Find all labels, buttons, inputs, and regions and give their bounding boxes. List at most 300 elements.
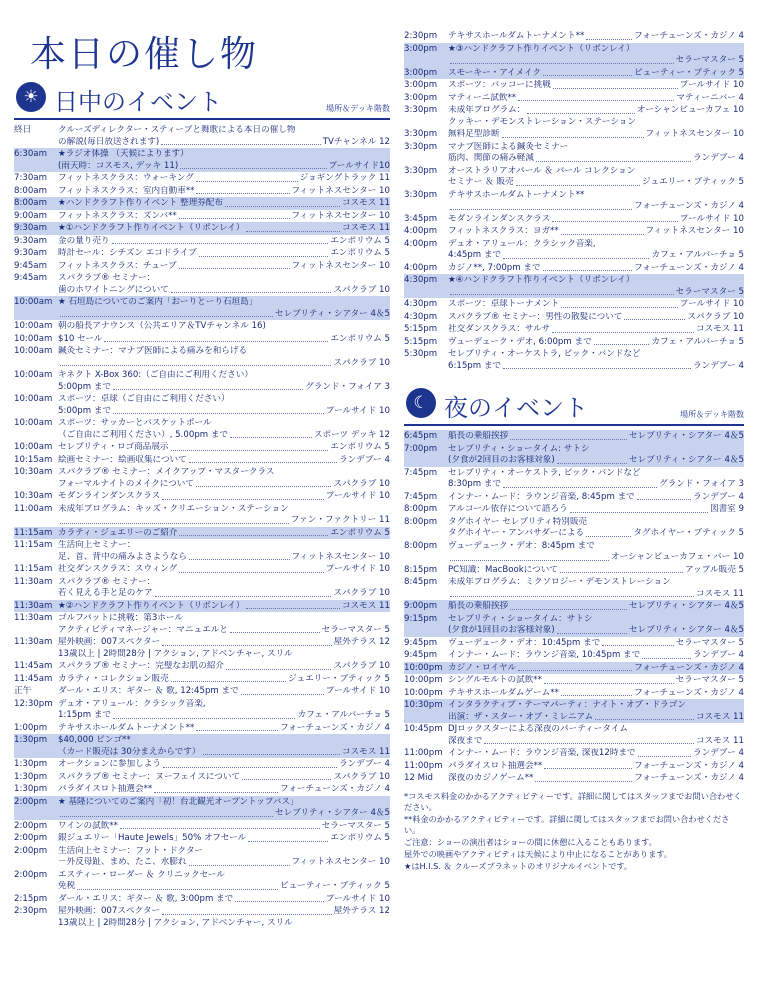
event-time: 11:30am xyxy=(14,613,53,623)
event-line xyxy=(58,211,390,223)
event-title: 朝の船長アナウンス（公共エリア＆TVチャンネル 16) xyxy=(58,321,266,331)
event-line xyxy=(448,55,744,67)
event-row xyxy=(404,516,744,540)
event-line xyxy=(448,504,744,516)
event-body xyxy=(58,504,390,527)
event-time: 10:15am xyxy=(14,454,53,465)
event-body xyxy=(448,492,744,504)
event-body xyxy=(58,334,390,346)
event-title: DJロックスターによる深夜のパーティータイム xyxy=(448,724,628,734)
event-title: 未成年プログラム：キッズ・クリエーション・ステーション xyxy=(58,503,289,514)
event-location: 図書室 9 xyxy=(710,504,744,514)
event-line xyxy=(58,285,390,297)
night-section-title: 夜のイベント xyxy=(444,394,588,422)
event-line xyxy=(58,430,390,442)
event-time: 2:00pm xyxy=(14,833,48,843)
event-time: 8:00pm xyxy=(404,540,438,551)
event-location: セラーマスター 5 xyxy=(675,637,744,648)
event-line xyxy=(448,93,744,105)
leader-dots xyxy=(450,201,632,210)
event-time: 3:30pm xyxy=(404,105,438,115)
event-title: セレブリティ・オーケストラ, ビック・バンドなど xyxy=(448,349,641,359)
event-row xyxy=(404,141,744,165)
event-title: (夕食が2回目のお客様対象) xyxy=(448,455,555,465)
event-line xyxy=(448,468,744,480)
event-title: 5:00pm まで xyxy=(58,381,112,392)
event-title: 鍼灸セミナー：マナブ医師による痛みを和らげる xyxy=(58,346,248,356)
event-time: 11:00pm xyxy=(404,760,443,771)
event-body xyxy=(448,650,744,662)
footnote: **料金のかかるアクティビティーです。詳細に関してはスタッフまでお問い合わせください。 xyxy=(404,813,730,835)
leader-dots xyxy=(527,105,634,114)
event-time: 4:00pm xyxy=(404,226,438,236)
event-time: 10:00pm xyxy=(404,675,443,685)
event-time: 1:30pm xyxy=(14,735,48,745)
leader-dots xyxy=(450,287,674,296)
leader-dots xyxy=(503,250,649,259)
event-time: 3:30pm xyxy=(404,189,438,200)
event-time: 9:00am xyxy=(14,210,47,221)
event-row xyxy=(404,274,744,298)
leader-dots xyxy=(113,382,303,391)
event-title: 船長の乗船挨拶 xyxy=(448,431,509,441)
event-title: スパクラブ® セミナー：メイクアップ・マスタークラス xyxy=(58,467,275,477)
event-row xyxy=(404,491,744,504)
event-time: 9:45am xyxy=(14,260,47,271)
event-title: 銀ジュエリー「Haute Jewels」50% オフセール xyxy=(58,833,247,843)
leader-dots xyxy=(642,650,691,659)
event-body xyxy=(58,772,390,784)
event-body xyxy=(58,674,390,686)
event-line xyxy=(58,186,390,198)
event-time: 10:30am xyxy=(14,491,53,501)
event-line xyxy=(448,455,744,467)
event-body xyxy=(448,773,744,785)
event-title: セレブリティ・オーケストラ, ビック・バンドなど xyxy=(448,467,641,478)
event-location: ランデブー 4 xyxy=(693,748,744,758)
event-location: ランデブー 4 xyxy=(339,454,390,465)
event-line xyxy=(448,287,744,299)
leader-dots xyxy=(246,223,339,232)
event-row xyxy=(404,613,744,637)
leader-dots xyxy=(189,857,290,866)
event-body xyxy=(58,198,390,210)
event-location: プールサイド 10 xyxy=(325,686,390,696)
event-title: ★②ハンドクラフト作りイベント（リボンレイ） xyxy=(58,600,245,611)
event-title: インタラクティブ・テーマパーティ：ナイト・オブ・ドラゴン xyxy=(448,700,686,710)
event-row xyxy=(14,539,390,563)
event-title: (夕食が1回目のお客様対象) xyxy=(448,625,555,635)
leader-dots xyxy=(510,431,627,440)
event-line xyxy=(58,223,390,235)
event-body xyxy=(448,105,744,128)
event-location: コスモス 11 xyxy=(341,600,390,611)
leader-dots xyxy=(503,479,657,488)
event-body xyxy=(58,149,390,172)
event-time: 3:00pm xyxy=(404,67,438,78)
event-line xyxy=(448,601,744,613)
event-title: マティーニ試飲** xyxy=(448,92,517,103)
event-line xyxy=(448,312,744,324)
event-location: フィットネスセンター 10 xyxy=(645,226,744,236)
event-body xyxy=(58,637,390,660)
event-line xyxy=(58,309,390,321)
event-row xyxy=(14,296,390,320)
event-body xyxy=(58,528,390,540)
event-title: スポーツ：卓球トーナメント xyxy=(448,299,560,309)
event-row xyxy=(14,369,390,393)
event-row xyxy=(404,67,744,80)
event-time: 2:00pm xyxy=(14,845,48,856)
event-line xyxy=(58,918,390,930)
event-time: 3:00pm xyxy=(404,43,438,54)
footnotes xyxy=(404,791,744,872)
leader-dots xyxy=(450,55,674,64)
event-line xyxy=(448,68,744,80)
event-location: マティーニバー 4 xyxy=(676,92,744,103)
event-title: 8:30pm まで xyxy=(448,479,502,489)
event-time: 7:45pm xyxy=(404,467,438,478)
leader-dots xyxy=(586,31,632,40)
event-location: プールサイド 10 xyxy=(325,564,390,574)
event-title: 5:00pm まで xyxy=(58,405,112,416)
event-title: PC知識：MacBookについて xyxy=(448,564,558,575)
night-section-header xyxy=(404,386,744,426)
event-location: フィットネスセンター 10 xyxy=(291,551,390,562)
event-row xyxy=(14,272,390,296)
leader-dots xyxy=(230,625,320,634)
event-row xyxy=(404,262,744,275)
event-body xyxy=(58,894,390,906)
event-line xyxy=(448,80,744,92)
event-body xyxy=(58,906,390,929)
event-location: コスモス 11 xyxy=(695,711,744,722)
leader-dots xyxy=(638,748,691,757)
event-line xyxy=(448,263,744,275)
event-title: テキサスホールダムトーナメント** xyxy=(58,722,195,733)
day-location-note: 場所＆デッキ階数 xyxy=(326,104,390,113)
event-line xyxy=(58,699,390,711)
event-body xyxy=(448,324,744,336)
event-title: 4:45pm まで xyxy=(448,250,502,260)
event-line xyxy=(448,761,744,773)
event-row xyxy=(14,673,390,686)
event-location: スポーツ デッキ 12 xyxy=(313,429,390,440)
event-row xyxy=(404,637,744,650)
event-location: コスモス 11 xyxy=(695,324,744,334)
event-body xyxy=(448,226,744,238)
event-time: 11:00pm xyxy=(404,748,443,758)
leader-dots xyxy=(535,773,632,782)
event-time: 11:15am xyxy=(14,540,53,550)
event-location: コスモス 11 xyxy=(341,746,390,757)
event-row xyxy=(14,454,390,467)
event-body xyxy=(58,467,390,490)
event-location: フィットネスセンター 10 xyxy=(291,185,390,196)
event-body xyxy=(448,190,744,213)
event-title: スパクラブ® セミナー： xyxy=(58,576,156,587)
leader-dots xyxy=(516,177,641,186)
event-time: 2:00pm xyxy=(14,820,48,831)
event-row xyxy=(404,165,744,189)
leader-dots xyxy=(196,723,278,732)
event-row xyxy=(14,563,390,576)
event-line xyxy=(448,663,744,675)
event-row xyxy=(14,685,390,698)
event-time: 9:30am xyxy=(14,248,47,258)
event-title: 13歳以上 | 2時間28分 | アクション, アドベンチャー, スリル xyxy=(58,648,293,659)
event-row xyxy=(14,393,390,417)
event-title: テキサスホールダムゲーム** xyxy=(448,687,559,698)
leader-dots xyxy=(171,285,332,294)
event-title: モダンラインダンスクラス xyxy=(448,213,551,224)
leader-dots xyxy=(60,808,273,817)
event-location: フォーチューンズ・カジノ 4 xyxy=(634,262,744,273)
event-line xyxy=(448,565,744,577)
event-row xyxy=(14,172,390,185)
event-location: ランデブー 4 xyxy=(693,360,744,371)
event-body xyxy=(448,761,744,773)
event-row xyxy=(404,576,744,600)
event-location: プールサイド 10 xyxy=(325,405,390,416)
leader-dots xyxy=(602,638,673,647)
leader-dots xyxy=(595,712,694,721)
event-location: ランデブー 4 xyxy=(339,759,390,769)
event-row xyxy=(14,734,390,758)
leader-dots xyxy=(450,589,694,598)
event-title: ヴューデューク・デオ：10:45pm まで xyxy=(448,637,601,648)
event-line xyxy=(58,261,390,273)
footnote: *コスモス料金のかかるアクティビティーです。詳細に関してはスタッフまでお問い合わせください。 xyxy=(404,790,742,812)
event-location: グランド・フォイア 3 xyxy=(305,381,390,392)
event-row xyxy=(14,222,390,235)
event-time: 10:45pm xyxy=(404,724,443,734)
event-line xyxy=(58,601,390,613)
event-line xyxy=(58,321,390,333)
sun-icon: ☀ xyxy=(16,82,46,112)
event-row xyxy=(14,124,390,148)
event-line xyxy=(58,784,390,796)
event-row xyxy=(404,92,744,105)
leader-dots xyxy=(561,226,644,235)
event-line xyxy=(448,541,744,553)
event-title: テキサスホールダムトーナメント** xyxy=(448,31,585,41)
event-body xyxy=(448,349,744,372)
event-title: セレブリティ・ロゴ商品展示 xyxy=(58,442,169,452)
event-line xyxy=(448,688,744,700)
event-time: 10:00am xyxy=(14,346,53,356)
leader-dots xyxy=(510,601,627,610)
leader-dots xyxy=(199,248,328,257)
leader-dots xyxy=(60,358,331,367)
event-row xyxy=(14,893,390,906)
event-title: $10 セール xyxy=(58,333,103,344)
event-title: キネクト X-Box 360:（ご自由にご利用ください） xyxy=(58,370,253,380)
event-line xyxy=(58,479,390,491)
event-line xyxy=(58,297,390,309)
event-location: カフェ・アルバーチョ 5 xyxy=(651,250,744,260)
event-line xyxy=(58,797,390,809)
leader-dots xyxy=(163,759,337,768)
event-time: 11:30am xyxy=(14,576,53,587)
event-title: 足、首、背中の痛みよさようなら xyxy=(58,551,187,562)
event-row xyxy=(404,687,744,700)
event-title: 6:15pm まで xyxy=(448,360,502,371)
event-title: －外反母趾、まめ、たこ、水膨れ xyxy=(58,857,187,867)
leader-dots xyxy=(235,894,324,903)
event-title: ★ハンドクラフト作りイベント 整理券配布 xyxy=(58,198,223,208)
event-line xyxy=(58,273,390,285)
event-line xyxy=(58,149,390,161)
event-title: ゴルフパットに挑戦：第3ホール xyxy=(58,613,183,623)
event-row xyxy=(14,247,390,260)
event-line xyxy=(448,625,744,637)
leader-dots xyxy=(162,906,331,915)
event-line xyxy=(58,686,390,698)
event-title: （ご自由にご利用ください）, 5.00pm まで xyxy=(58,429,229,440)
event-location: フォーチューンズ・カジノ 4 xyxy=(634,201,744,211)
leader-dots xyxy=(162,491,324,500)
event-title: タグホイヤー セレブリティ特別販売 xyxy=(448,516,588,527)
event-line xyxy=(448,650,744,662)
event-location: フォーチューンズ・カジノ 4 xyxy=(634,662,744,673)
event-location: カフェ・アルバーチョ 5 xyxy=(297,710,390,720)
leader-dots xyxy=(544,761,632,770)
event-body xyxy=(448,299,744,311)
event-body xyxy=(58,577,390,600)
event-row xyxy=(14,441,390,454)
event-body xyxy=(58,236,390,248)
night-location-note: 場所＆デッキ階数 xyxy=(680,410,744,419)
event-line xyxy=(448,31,744,43)
event-row xyxy=(404,443,744,467)
event-title: シングルモルトの試飲** xyxy=(448,675,542,685)
event-row xyxy=(14,185,390,198)
event-row xyxy=(404,760,744,773)
event-body xyxy=(58,125,390,148)
event-line xyxy=(58,528,390,540)
leader-dots xyxy=(226,661,331,670)
event-title: 生活向上セミナー： xyxy=(58,540,136,550)
event-line xyxy=(58,564,390,576)
event-location: セレブリティ・シアター 4＆5 xyxy=(629,431,744,441)
event-line xyxy=(448,299,744,311)
event-row xyxy=(14,333,390,346)
event-line xyxy=(448,214,744,226)
event-line xyxy=(58,552,390,564)
event-title: 生活向上セミナー：フット・ドクター xyxy=(58,845,204,856)
event-title: 免税 xyxy=(58,881,76,891)
event-title: スパクラブ® セミナー：ヌーフェイスについて xyxy=(58,771,241,782)
leader-dots xyxy=(543,68,632,77)
event-time: 4:00pm xyxy=(404,262,438,273)
leader-dots xyxy=(104,334,328,343)
event-time: 1:30pm xyxy=(14,771,48,782)
event-line xyxy=(448,444,744,456)
event-row xyxy=(14,576,390,600)
event-title: エスティー・ローダー ＆ クリニックセール xyxy=(58,869,225,880)
event-row xyxy=(404,189,744,213)
event-line xyxy=(58,173,390,185)
event-row xyxy=(404,128,744,141)
event-row xyxy=(14,832,390,845)
event-time: 正午 xyxy=(14,686,32,696)
event-location: セラーマスター 5 xyxy=(321,624,390,635)
event-body xyxy=(448,577,744,600)
event-body xyxy=(58,723,390,735)
event-line xyxy=(448,250,744,262)
event-body xyxy=(448,142,744,165)
event-location: オーシャンビューカフェ・バー 10 xyxy=(610,552,744,562)
event-time: 1:30pm xyxy=(14,759,48,769)
event-body xyxy=(448,601,744,613)
event-body xyxy=(448,239,744,262)
event-body xyxy=(448,688,744,700)
event-body xyxy=(448,312,744,324)
event-line xyxy=(448,153,744,165)
event-line xyxy=(448,142,744,154)
event-time: 3:00pm xyxy=(404,80,438,90)
event-line xyxy=(448,361,744,373)
leader-dots xyxy=(560,565,683,574)
event-line xyxy=(448,239,744,251)
leader-dots xyxy=(203,747,340,756)
footnote: 屋外での映画やアクティビティは天候により中止になることがあります。 xyxy=(404,848,672,859)
event-body xyxy=(58,821,390,833)
event-row xyxy=(14,600,390,613)
leader-dots xyxy=(586,528,631,537)
event-title: フォーマルナイトのメイクについて xyxy=(58,478,194,489)
leader-dots xyxy=(450,552,609,561)
event-body xyxy=(448,638,744,650)
leader-dots xyxy=(484,736,694,745)
event-row xyxy=(14,796,390,820)
footnote: ご注意：ショーの演出者はショーの間に休憩に入ることもあります。 xyxy=(404,836,657,847)
event-body xyxy=(448,724,744,747)
event-title: フィットネスクラス：室内自動車** xyxy=(58,185,195,196)
event-location: スパクラブ 10 xyxy=(333,771,390,782)
event-row xyxy=(404,348,744,372)
event-row xyxy=(14,235,390,248)
event-row xyxy=(404,311,744,324)
event-row xyxy=(14,148,390,172)
event-body xyxy=(448,468,744,491)
event-title: フィットネスクラス：チューブ xyxy=(58,260,177,271)
event-title: テキサスホールダムトーナメント** xyxy=(448,189,585,200)
event-time: 10:00am xyxy=(14,297,53,307)
event-time: 2:30pm xyxy=(14,906,48,916)
event-body xyxy=(448,275,744,298)
event-time: 5:15pm xyxy=(404,336,438,347)
event-title: デュオ・アリュール：クラシック音楽, xyxy=(448,238,596,249)
event-time: 1:00pm xyxy=(14,722,48,733)
event-title: インナー・ムード：ラウンジ音楽, 10:45pm まで xyxy=(448,650,641,660)
leader-dots xyxy=(241,686,324,695)
page-title: 本日の催し物 xyxy=(30,34,259,75)
event-location: セレブリティ・シアター 4＆5 xyxy=(629,455,744,465)
event-time: 9:45pm xyxy=(404,650,438,660)
day-event-list xyxy=(14,124,390,929)
event-location: スパクラブ 10 xyxy=(333,284,390,295)
event-line xyxy=(448,675,744,687)
leader-dots xyxy=(113,406,324,415)
event-row xyxy=(404,600,744,613)
leader-dots xyxy=(246,601,339,610)
event-location: フィットネスセンター 10 xyxy=(291,210,390,221)
event-body xyxy=(448,565,744,577)
event-time: 12:30pm xyxy=(14,698,53,709)
event-line xyxy=(58,674,390,686)
